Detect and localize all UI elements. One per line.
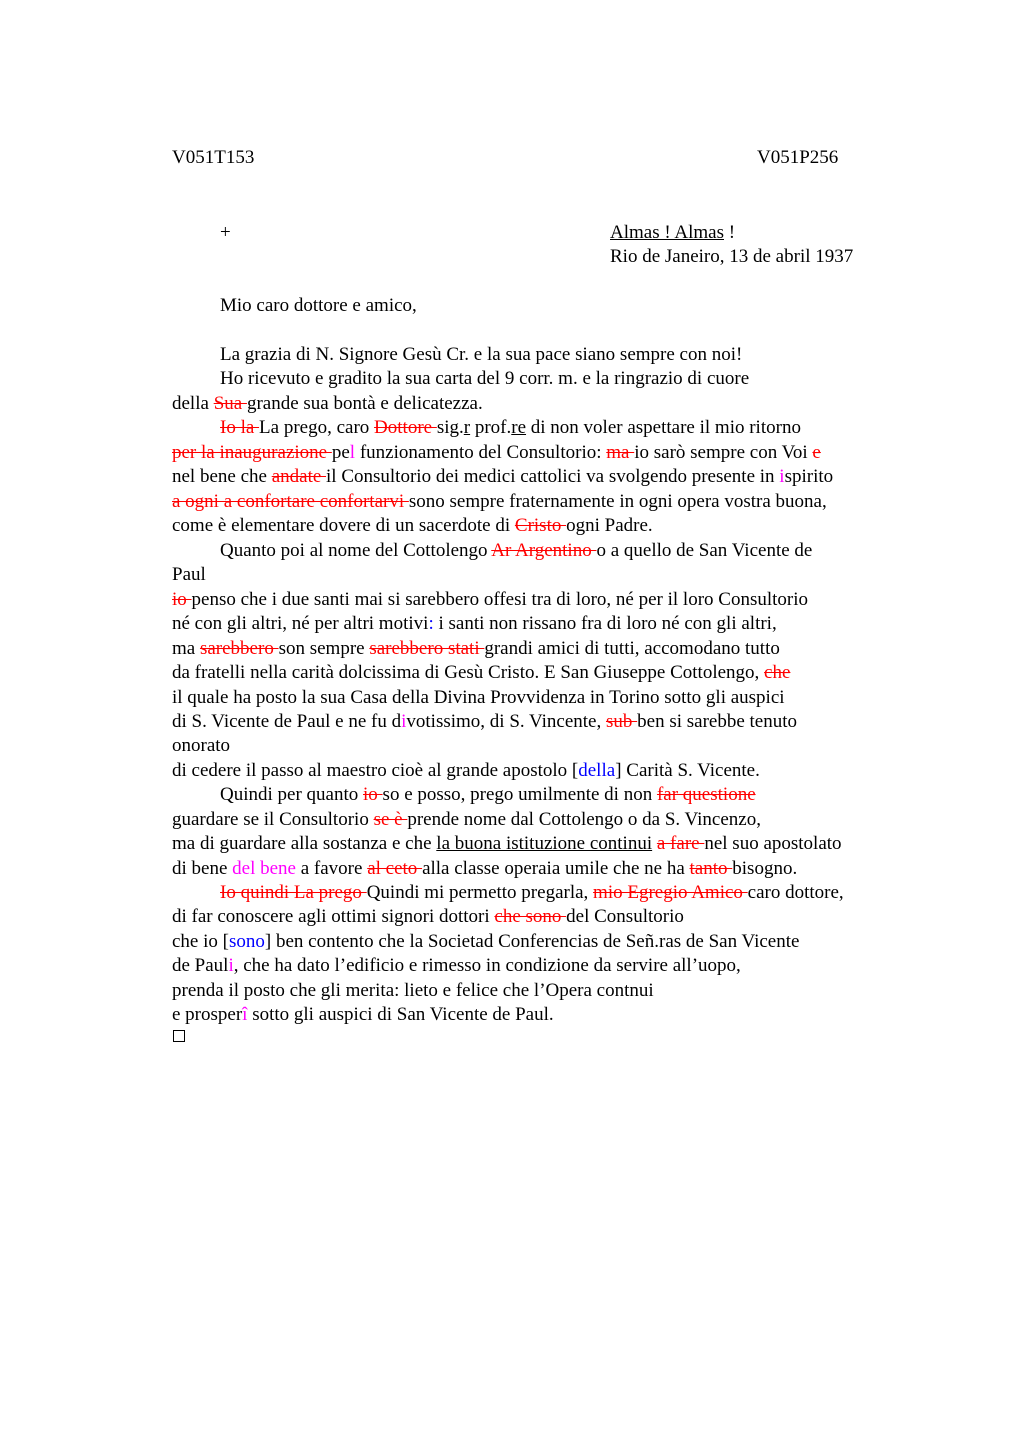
text-run: ! bbox=[724, 222, 736, 243]
underlined-text: Almas ! Almas bbox=[610, 222, 724, 243]
body-line bbox=[220, 343, 742, 367]
editorial-text: : bbox=[428, 613, 434, 634]
body-line bbox=[172, 1003, 554, 1027]
deleted-text: sarebbero stati bbox=[369, 638, 485, 659]
cross-mark: + bbox=[220, 222, 231, 243]
body-line bbox=[172, 808, 761, 832]
text-run: sono sempre fraternamente in ogni opera vostra buona, bbox=[408, 491, 827, 512]
text-run: ma bbox=[172, 638, 200, 659]
body-line bbox=[172, 514, 653, 538]
text-run: il Consultorio dei medici cattolici va svolgendo presente in bbox=[326, 466, 780, 487]
deleted-text: io bbox=[172, 589, 192, 610]
deleted-text: mio Egregio Amico bbox=[593, 882, 748, 903]
text-run: grandi amici di tutti, accomodano tutto bbox=[484, 638, 780, 659]
body-line bbox=[172, 857, 797, 881]
text-run: ma di guardare alla sostanza e che bbox=[172, 833, 437, 854]
inserted-text: î bbox=[242, 1004, 248, 1025]
text-run: penso che i due santi mai si sarebbero offesi tra di loro, né per il loro Consultorio bbox=[191, 589, 809, 610]
body-line bbox=[172, 392, 483, 416]
text-run: o a quello de San Vicente de bbox=[596, 540, 813, 561]
text-run: sotto gli auspici di San Vicente de Paul. bbox=[247, 1004, 554, 1025]
body-line bbox=[172, 710, 797, 734]
text-run: de Paul bbox=[172, 955, 229, 976]
underlined-text: r bbox=[463, 417, 471, 438]
text-run: di S. Vicente de Paul e ne fu d bbox=[172, 711, 402, 732]
text-run: onorato bbox=[172, 735, 231, 756]
text-run: a favore bbox=[295, 858, 368, 879]
text-run: ogni Padre. bbox=[566, 515, 653, 536]
text-run: ben si sarebbe tenuto bbox=[637, 711, 798, 732]
text-run: Quindi mi permetto pregarla, bbox=[366, 882, 594, 903]
deleted-text: che bbox=[764, 662, 791, 683]
text-run: ] ben contento che la Societad Conferencias de Señ.ras de San Vicente bbox=[264, 931, 800, 952]
text-run: so e posso, prego umilmente di non bbox=[382, 784, 657, 805]
text-run: il quale ha posto la sua Casa della Divina Provvidenza in Torino sotto gli auspici bbox=[172, 687, 785, 708]
inserted-text: i bbox=[779, 466, 785, 487]
text-run: guardare se il Consultorio bbox=[172, 809, 374, 830]
text-run: grande sua bontà e delicatezza. bbox=[246, 393, 483, 414]
body-line bbox=[172, 588, 808, 612]
deleted-text: andate bbox=[271, 466, 327, 487]
deleted-text: che sono bbox=[494, 906, 567, 927]
body-line bbox=[172, 563, 206, 587]
text-run: io sarò sempre con Voi bbox=[634, 442, 813, 463]
text-run: del Consultorio bbox=[566, 906, 684, 927]
text-run: son sempre bbox=[278, 638, 370, 659]
underlined-text: la buona istituzione continui bbox=[436, 833, 653, 854]
inserted-text: i bbox=[401, 711, 407, 732]
text-run: bisogno. bbox=[732, 858, 798, 879]
text-run: di far conoscere agli ottimi signori dottori bbox=[172, 906, 495, 927]
body-line bbox=[220, 881, 844, 905]
deleted-text: io bbox=[363, 784, 383, 805]
body-line bbox=[172, 490, 827, 514]
text-run: Ho ricevuto e gradito la sua carta del 9 corr. m. e la ringrazio di cuore bbox=[220, 368, 750, 389]
body-line bbox=[172, 465, 833, 489]
text-run: alla classe operaia umile che ne ha bbox=[422, 858, 690, 879]
text-run: Quanto poi al nome del Cottolengo bbox=[220, 540, 492, 561]
deleted-text: a fare bbox=[656, 833, 705, 854]
text-run: di bene bbox=[172, 858, 233, 879]
text-run: nel suo apostolato bbox=[704, 833, 842, 854]
inserted-text: del bene bbox=[232, 858, 296, 879]
text-run: che io [ bbox=[172, 931, 229, 952]
inserted-text: i bbox=[228, 955, 234, 976]
deleted-text: al ceto bbox=[367, 858, 423, 879]
deleted-text: per la inaugurazione bbox=[172, 442, 332, 463]
text-run: nel bene che bbox=[172, 466, 272, 487]
deleted-text: Dottore bbox=[374, 417, 437, 438]
body-line bbox=[172, 954, 741, 978]
body-line bbox=[172, 979, 654, 1003]
text-run: prenda il posto che gli merita: lieto e felice che l’Opera contnui bbox=[172, 980, 654, 1001]
text-run: da fratelli nella carità dolcissima di Gesù Cristo. E San Giuseppe Cottolengo, bbox=[172, 662, 765, 683]
text-run: spirito bbox=[784, 466, 834, 487]
text-run: prende nome dal Cottolengo o da S. Vincenzo, bbox=[407, 809, 761, 830]
body-line bbox=[172, 637, 780, 661]
deleted-text: Ar Argentino bbox=[491, 540, 597, 561]
document-code-left: V051T153 bbox=[172, 147, 255, 168]
editorial-text: della bbox=[578, 760, 616, 781]
deleted-text: far questione bbox=[656, 784, 756, 805]
text-run: funzionamento del Consultorio: bbox=[355, 442, 607, 463]
place-date: Rio de Janeiro, 13 de abril 1937 bbox=[610, 246, 854, 267]
deleted-text: sarebbero bbox=[199, 638, 279, 659]
deleted-text: se è bbox=[373, 809, 408, 830]
text-run: e prosper bbox=[172, 1004, 243, 1025]
deleted-text: tanto bbox=[689, 858, 733, 879]
body-line bbox=[172, 832, 842, 856]
body-line bbox=[172, 930, 799, 954]
text-run: di cedere il passo al maestro cioè al grande apostolo [ bbox=[172, 760, 579, 781]
text-run: Quindi per quanto bbox=[220, 784, 364, 805]
deleted-text: sub bbox=[605, 711, 638, 732]
body-line bbox=[172, 441, 821, 465]
deleted-text: Io quindi La prego bbox=[220, 882, 367, 903]
body-line bbox=[220, 416, 801, 440]
deleted-text: Cristo bbox=[514, 515, 567, 536]
text-run: , che ha dato l’edificio e rimesso in condizione da servire all’uopo, bbox=[233, 955, 741, 976]
text-run: i santi non rissano fra di loro né con gli altri, bbox=[433, 613, 777, 634]
text-run: Paul bbox=[172, 564, 206, 585]
inserted-text: l bbox=[349, 442, 356, 463]
body-line bbox=[220, 539, 812, 563]
text-run: pe bbox=[331, 442, 350, 463]
text-run: di non voler aspettare il mio ritorno bbox=[526, 417, 801, 438]
body-line bbox=[172, 612, 777, 636]
deleted-text: Io la bbox=[220, 417, 260, 438]
deleted-text: a ogni a confortare confortarvi bbox=[172, 491, 409, 512]
body-line bbox=[220, 367, 749, 391]
text-run: votissimo, di S. Vincente, bbox=[406, 711, 606, 732]
body-line bbox=[172, 759, 760, 783]
deleted-text: e bbox=[812, 442, 821, 463]
body-line bbox=[172, 905, 684, 929]
body-line bbox=[172, 686, 785, 710]
deleted-text: Sua bbox=[213, 393, 247, 414]
body-line bbox=[220, 783, 756, 807]
text-run: sig. bbox=[436, 417, 464, 438]
body-line bbox=[172, 661, 790, 685]
document-code-right: V051P256 bbox=[757, 147, 839, 168]
underlined-text: re bbox=[511, 417, 527, 438]
deleted-text: ma bbox=[606, 442, 635, 463]
text-run: La prego, caro bbox=[259, 417, 375, 438]
text-run: come è elementare dovere di un sacerdote di bbox=[172, 515, 515, 536]
text-run: La grazia di N. Signore Gesù Cr. e la sua pace siano sempre con noi! bbox=[220, 344, 743, 365]
motto bbox=[610, 221, 735, 245]
body-line bbox=[172, 734, 230, 758]
text-run: ] Carità S. Vicente. bbox=[615, 760, 760, 781]
salutation: Mio caro dottore e amico, bbox=[220, 295, 417, 316]
text-run: caro dottore, bbox=[747, 882, 844, 903]
text-run: della bbox=[172, 393, 214, 414]
editorial-text: sono bbox=[228, 931, 265, 952]
end-box bbox=[173, 1030, 185, 1042]
text-run: né con gli altri, né per altri motivi bbox=[172, 613, 429, 634]
text-run: prof. bbox=[470, 417, 512, 438]
